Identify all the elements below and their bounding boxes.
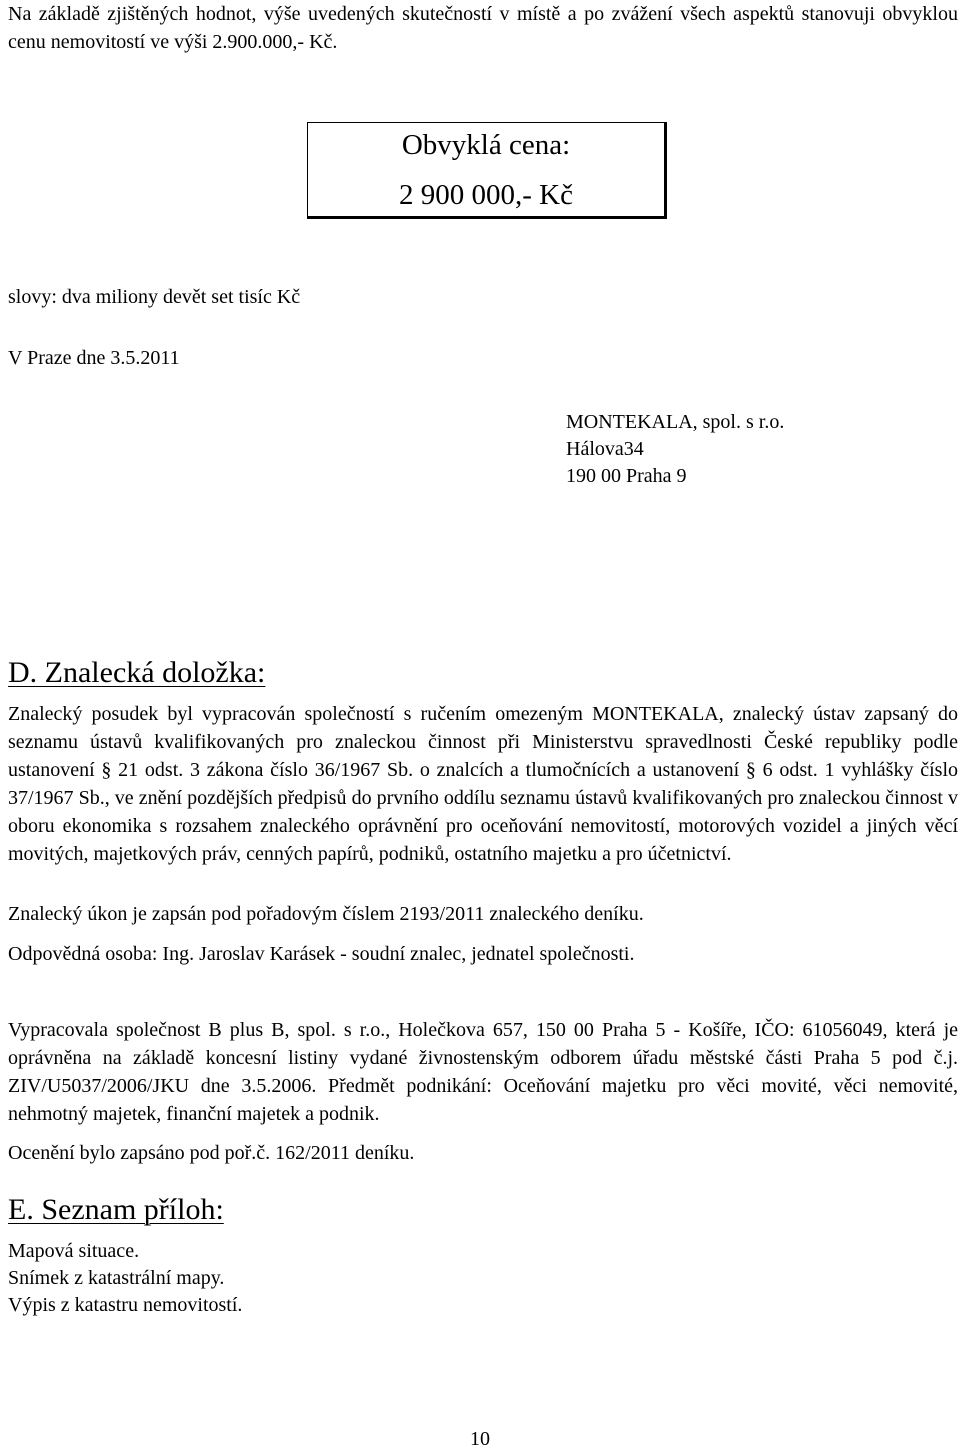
list-item: Výpis z katastru nemovitostí. xyxy=(8,1294,243,1316)
price-value: 2 900 000,- Kč xyxy=(399,179,573,211)
record-line xyxy=(8,900,958,928)
company-street: Hálova34 xyxy=(566,438,644,460)
section-e-heading: E. Seznam příloh: xyxy=(8,1193,224,1226)
responsible-line xyxy=(8,940,958,968)
price-box xyxy=(307,122,667,219)
company-name: MONTEKALA, spol. s r.o. xyxy=(566,411,785,433)
section-d-paragraph xyxy=(8,700,958,868)
intro-text: Na základě zjištěných hodnot, výše uvedených skutečností v místě a po zvážení všech aspektů stanovuji obvyklou cenu nemovitostí ve výši 2.900.000,- Kč. xyxy=(8,3,958,53)
section-d-heading: D. Znalecká doložka: xyxy=(8,656,266,689)
place-date: V Praze dne 3.5.2011 xyxy=(8,347,180,369)
valuation-record-line xyxy=(8,1139,958,1167)
prepared-by-paragraph xyxy=(8,1016,958,1128)
price-label: Obvyklá cena: xyxy=(401,129,571,161)
intro-paragraph xyxy=(8,0,958,56)
expert-clause-text: Znalecký posudek byl vypracován společností s ručením omezeným MONTEKALA, znalecký ústav zapsaný do seznamu ústavů kvalifikovaných pro znaleckou činnost při Ministerstvu spravedlnosti České republiky podle ustanovení § 21 odst. 3 zákona číslo 36/1967 Sb. o znalcích a tlumočnících a ustanovení § 6 odst. 1 vyhlášky číslo 37/1967 Sb., ve znění pozdějších předpisů do prvního oddílu seznamu ústavů kvalifikovaných pro znaleckou činnost v oboru ekonomika s rozsahem znaleckého oprávnění pro oceňování nemovitostí, motorových vozidel a jiných věcí movitých, majetkových práv, cenných papírů, podniků, ostatního majetku a pro účetnictví. xyxy=(8,703,958,865)
responsible-text: Odpovědná osoba: Ing. Jaroslav Karásek - soudní znalec, jednatel společnosti. xyxy=(8,943,635,965)
list-item: Snímek z katastrální mapy. xyxy=(8,1267,225,1289)
amount-in-words: slovy: dva miliony devět set tisíc Kč xyxy=(8,286,301,308)
page-number: 10 xyxy=(470,1428,490,1450)
valuation-record-text: Ocenění bylo zapsáno pod poř.č. 162/2011 deníku. xyxy=(8,1142,415,1164)
record-text: Znalecký úkon je zapsán pod pořadovým číslem 2193/2011 znaleckého deníku. xyxy=(8,903,644,925)
list-item: Mapová situace. xyxy=(8,1240,140,1262)
company-city: 190 00 Praha 9 xyxy=(566,465,687,487)
prepared-by-text: Vypracovala společnost B plus B, spol. s r.o., Holečkova 657, 150 00 Praha 5 - Košíře, IČO: 61056049, která je oprávněna na základě koncesní listiny vydané živnostenským odborem úřadu městské části Praha 5 pod č.j. ZIV/U5037/2006/JKU dne 3.5.2006. Předmět podnikání: Oceňování majetku pro věci movité, věci nemovité, nehmotný majetek, finanční majetek a podnik. xyxy=(8,1019,958,1125)
attachments-list xyxy=(8,1238,242,1319)
